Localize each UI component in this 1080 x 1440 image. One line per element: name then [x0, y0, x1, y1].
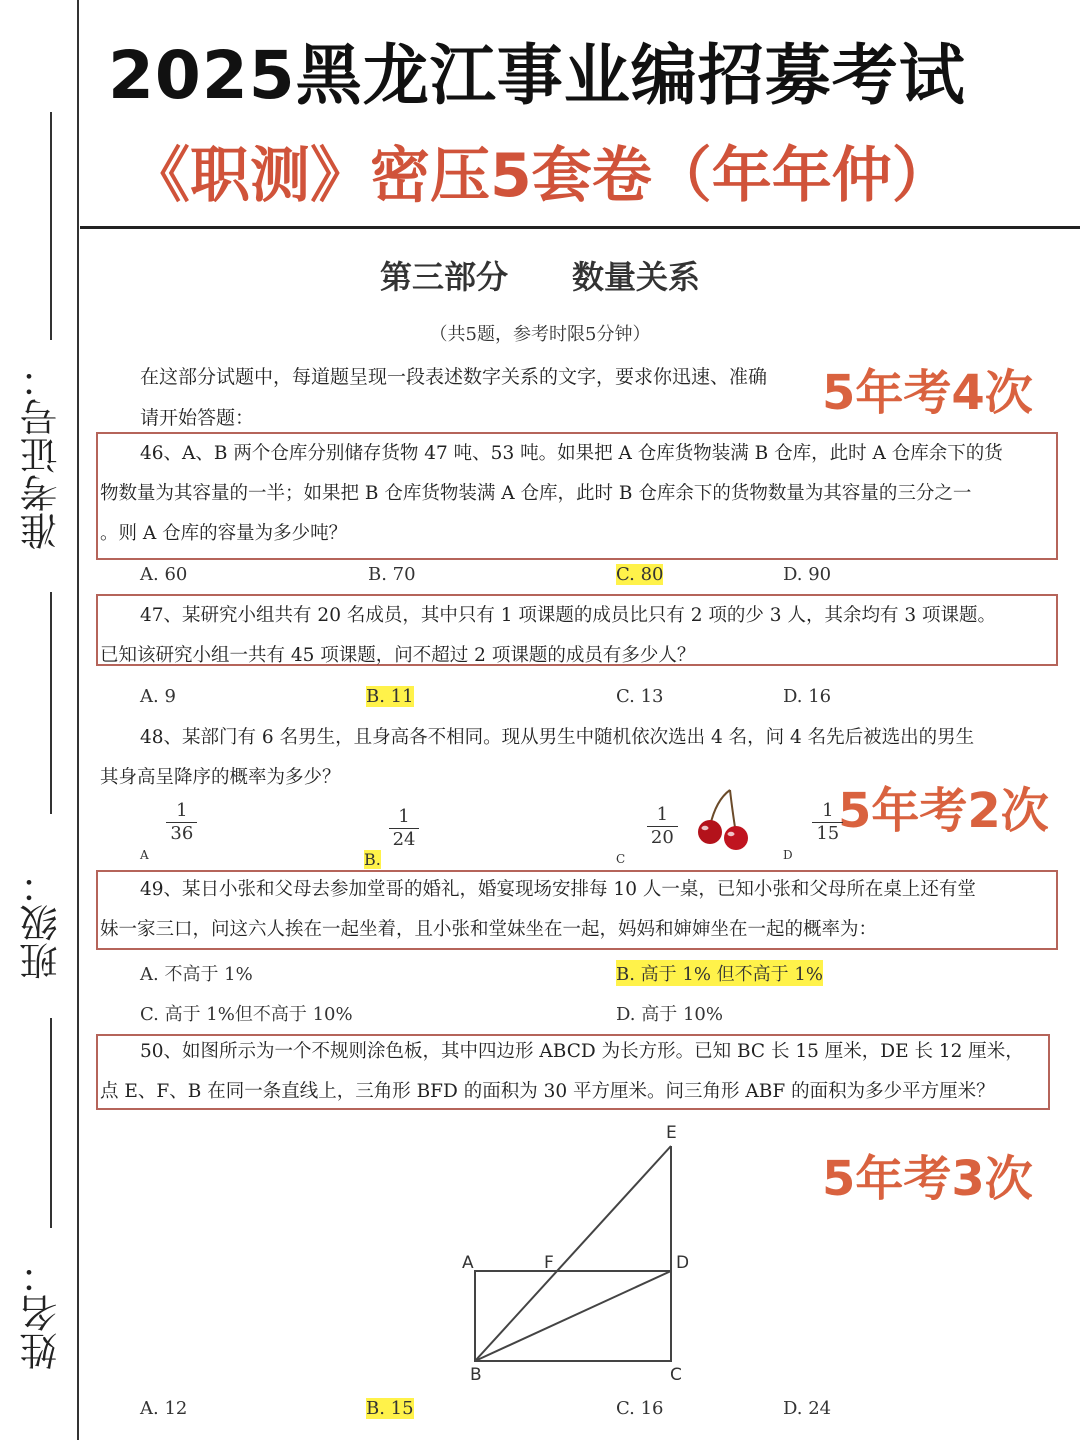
- class-label: 班级：: [20, 866, 64, 980]
- fraction: [166, 800, 197, 845]
- fraction-denominator: 15: [812, 822, 843, 845]
- question-text: 46、A、B 两个仓库分别储存货物 47 吨、53 吨。如果把 A 仓库货物装满 B 仓库，此时 A 仓库余下的货: [140, 443, 1003, 464]
- segment-be: [475, 1146, 671, 1361]
- answer-option[interactable]: C. 16: [616, 1398, 664, 1419]
- option-letter: B.: [364, 850, 381, 869]
- answer-option[interactable]: [783, 800, 843, 862]
- margin-rule: [50, 592, 52, 814]
- question-text: 49、某日小张和父母去参加堂哥的婚礼，婚宴现场安排每 10 人一桌，已知小张和父母所在桌上还有堂: [140, 879, 976, 900]
- question-text: 50、如图所示为一个不规则涂色板，其中四边形 ABCD 为长方形。已知 BC 长 15 厘米，DE 长 12 厘米，: [140, 1041, 1024, 1062]
- fraction-denominator: 36: [166, 822, 197, 845]
- section-title: 第三部分 数量关系: [379, 258, 700, 296]
- fraction-numerator: 1: [176, 800, 188, 821]
- section-note: （共5题，参考时限5分钟）: [429, 324, 651, 345]
- page-subtitle: 《职测》密压5套卷（年年仲）: [130, 141, 952, 211]
- question-text: 妹一家三口，问这六人挨在一起坐着，且小张和堂妹坐在一起，妈妈和婶婶坐在一起的概率为：: [100, 919, 878, 940]
- fraction: [812, 800, 843, 845]
- margin-rule: [50, 1018, 52, 1228]
- segment-bd: [475, 1271, 671, 1361]
- name-label: 姓名：: [20, 1256, 64, 1370]
- page-title: 2025黑龙江事业编招募考试: [108, 37, 966, 114]
- fraction-denominator: 24: [389, 828, 420, 851]
- point-label-e: E: [666, 1123, 677, 1143]
- question-text: 47、某研究小组共有 20 名成员，其中只有 1 项课题的成员比只有 2 项的少 3 人，其余均有 3 项课题。: [140, 605, 996, 626]
- answer-option[interactable]: A. 不高于 1%: [140, 964, 253, 985]
- answer-option[interactable]: B. 70: [368, 564, 416, 585]
- ticket-number-label: 准考证号：: [20, 360, 64, 550]
- answer-option[interactable]: D. 16: [783, 686, 832, 707]
- margin-rule: [50, 112, 52, 340]
- answer-option-highlighted[interactable]: B. 15: [366, 1398, 414, 1419]
- answer-option-highlighted[interactable]: C. 80: [616, 564, 664, 585]
- question-text: 物数量为其容量的一半；如果把 B 仓库货物装满 A 仓库，此时 B 仓库余下的货物数量为其容量的三分之一: [100, 483, 972, 504]
- point-label-b: B: [470, 1365, 482, 1380]
- answer-option-highlighted[interactable]: B. 高于 1% 但不高于 1%: [616, 960, 823, 986]
- question-text: 其身高呈降序的概率为多少？: [100, 767, 341, 788]
- geometry-figure: [440, 1110, 720, 1380]
- fraction-numerator: 1: [656, 804, 669, 825]
- question-text: 。则 A 仓库的容量为多少吨？: [100, 523, 348, 544]
- answer-option[interactable]: [140, 800, 197, 862]
- question-text: 48、某部门有 6 名男生，且身高各不相同。现从男生中随机依次选出 4 名，问 4 名先后被选出的男生: [140, 727, 975, 748]
- answer-option[interactable]: D. 90: [783, 564, 832, 585]
- fraction-numerator: 1: [398, 806, 410, 827]
- answer-option[interactable]: C. 高于 1%但不高于 10%: [140, 1004, 353, 1025]
- section-intro: 在这部分试题中，每道题呈现一段表述数字关系的文字，要求你迅速、准确: [140, 366, 768, 388]
- section-intro-start: 请开始答题：: [140, 407, 255, 429]
- fraction: [389, 806, 420, 851]
- point-label-d: D: [676, 1253, 690, 1273]
- frequency-stamp: 5年考2次: [838, 783, 1049, 839]
- margin-binding-line: [77, 0, 79, 1440]
- answer-option[interactable]: C. 13: [616, 686, 664, 707]
- option-letter: A: [140, 848, 149, 862]
- frequency-stamp: 5年考4次: [822, 365, 1033, 421]
- answer-option[interactable]: A. 12: [140, 1398, 188, 1419]
- question-text: 已知该研究小组一共有 45 项课题，问不超过 2 项课题的成员有多少人？: [100, 645, 696, 666]
- answer-option[interactable]: A. 60: [140, 564, 188, 585]
- fraction-denominator: 20: [647, 826, 678, 849]
- point-label-f: F: [544, 1253, 554, 1273]
- question-text: 点 E、F、B 在同一条直线上，三角形 BFD 的面积为 30 平方厘米。问三角形 ABF 的面积为多少平方厘米？: [100, 1081, 995, 1102]
- point-label-a: A: [462, 1253, 474, 1273]
- frequency-stamp: 5年考3次: [822, 1151, 1033, 1207]
- header-divider: [80, 226, 1080, 229]
- fraction-numerator: 1: [822, 800, 834, 821]
- answer-option-highlighted[interactable]: B. 11: [366, 686, 414, 707]
- answer-option[interactable]: [616, 804, 678, 866]
- fraction: [647, 804, 678, 849]
- answer-option-highlighted[interactable]: [364, 806, 419, 869]
- cherry-icon: [690, 786, 754, 854]
- option-letter: D: [783, 848, 793, 862]
- answer-option[interactable]: D. 高于 10%: [616, 1004, 723, 1025]
- option-letter: C: [616, 852, 626, 866]
- point-label-c: C: [670, 1365, 682, 1380]
- answer-option[interactable]: D. 24: [783, 1398, 832, 1419]
- answer-option[interactable]: A. 9: [140, 686, 176, 707]
